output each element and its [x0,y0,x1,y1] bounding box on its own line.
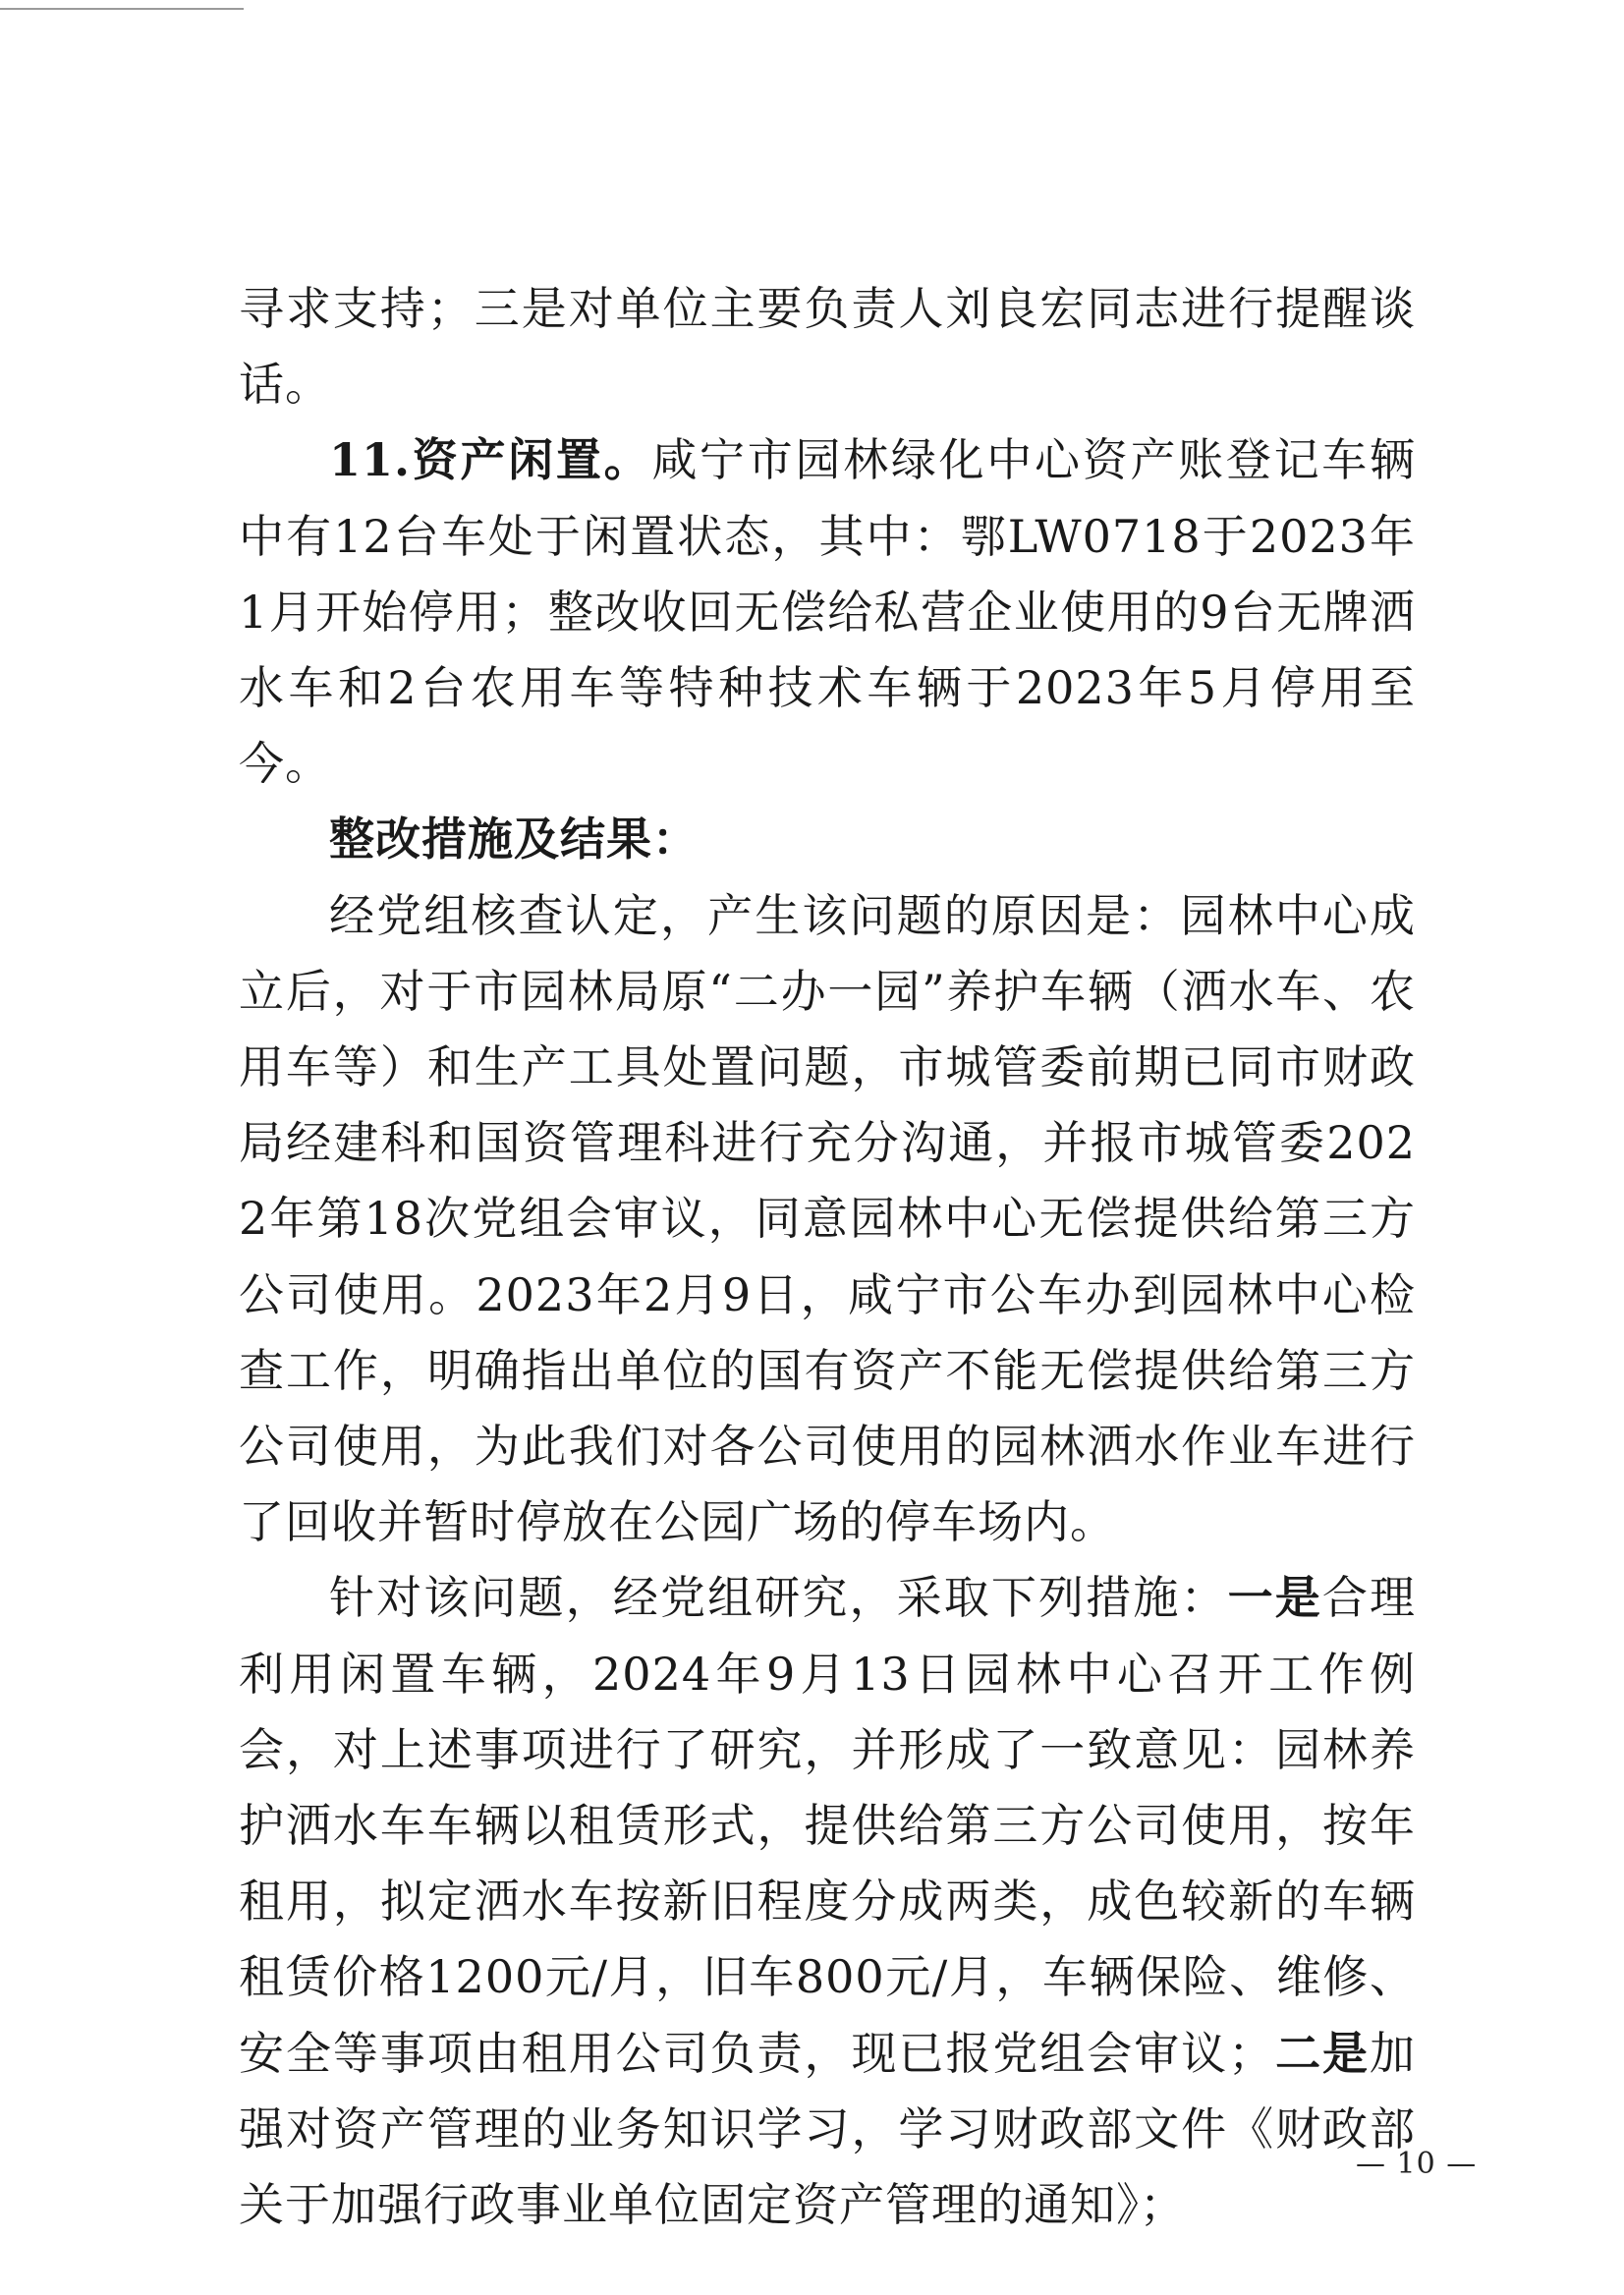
paragraph-asset-idle-text: 咸宁市园林绿化中心资产账登记车辆中有12台车处于闲置状态，其中：鄂LW0718于2023年1月开始停用；整改收回无偿给私营企业使用的9台无牌洒水车和2台农用车等特种技术车辆于2023年5月停用至今。 [239,433,1417,791]
paragraph-continuation [239,271,1416,422]
measure-marker-1: 一是 [1227,1571,1322,1625]
measure-marker-2: 二是 [1274,2026,1371,2080]
paragraph-cause [239,878,1416,1561]
page-number: — 10 — [1356,2147,1478,2181]
paragraph-asset-idle [239,422,1416,802]
paragraph-measures-text-1: 合理利用闲置车辆，2024年9月13日园林中心召开工作例会，对上述事项进行了研究，并形成了一致意见：园林养护洒水车车辆以租赁形式，提供给第三方公司使用，按年租用，拟定洒水车按新旧程度分成两类，成色较新的车辆租赁价格1200元/月，旧车800元/月，车辆保险、维修、安全等事项由租用公司负责，现已报党组会审议； [239,1571,1417,2080]
paragraph-cause-text: 经党组核查认定，产生该问题的原因是：园林中心成立后，对于市园林局原“二办一园”养护车辆（洒水车、农用车等）和生产工具处置问题，市城管委前期已同市财政局经建科和国资管理科进行充分沟通，并报市城管委2022年第18次党组会审议，同意园林中心无偿提供给第三方公司使用。2023年2月9日，咸宁市公车办到园林中心检查工作，明确指出单位的国有资产不能无偿提供给第三方公司使用，为此我们对各公司使用的园林洒水作业车进行了回收并暂时停放在公园广场的停车场内。 [239,888,1416,1549]
top-rule [0,8,244,10]
item-title: 11.资产闲置。 [329,433,652,487]
paragraph-measures-intro: 针对该问题，经党组研究，采取下列措施： [329,1571,1228,1625]
paragraph-measures [239,1560,1416,2243]
paragraph-continuation-text: 寻求支持；三是对单位主要负责人刘良宏同志进行提醒谈话。 [239,282,1416,412]
section-heading: 整改措施及结果： [329,812,699,867]
document-body [239,271,1416,2243]
paragraph-measures-text-2: 加强对资产管理的业务知识学习，学习财政部文件《财政部关于加强行政事业单位固定资产管理的通知》； [239,2026,1417,2232]
